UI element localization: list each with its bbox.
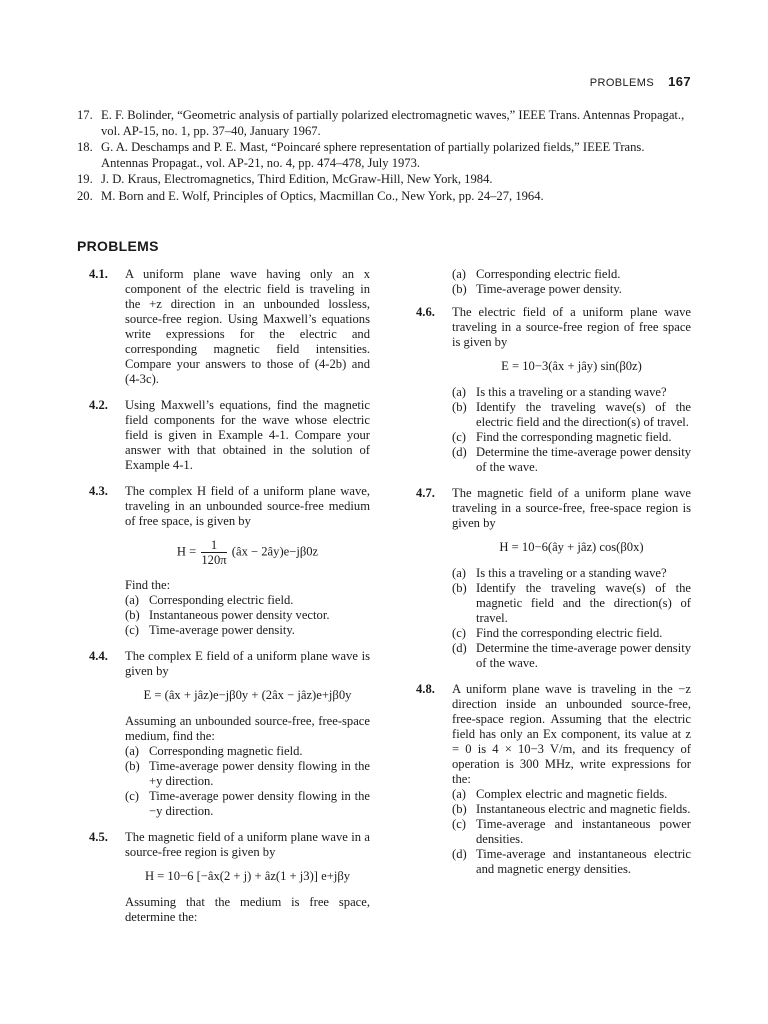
problem-4-2 <box>77 398 370 473</box>
sub-item-text: Is this a traveling or a standing wave? <box>476 385 667 399</box>
problem-prompt: Assuming an unbounded source-free, free-space medium, find the: <box>125 714 370 743</box>
fraction-denominator: 120π <box>201 553 227 567</box>
sub-item-label: (a) <box>452 787 466 801</box>
sub-item-text: Corresponding electric field. <box>476 267 621 281</box>
problem-text: The magnetic field of a uniform plane wave traveling in a source-free, free-space region is given by <box>452 486 691 530</box>
sub-item-text: Corresponding electric field. <box>149 593 294 607</box>
problem-4-4 <box>77 649 370 819</box>
sub-item <box>452 581 691 626</box>
sub-item-label: (b) <box>452 400 467 414</box>
sub-item-text: Time-average power density flowing in the −y direction. <box>149 789 370 818</box>
sub-item-text: Time-average and instantaneous power densities. <box>476 817 691 846</box>
reference-item <box>77 108 691 139</box>
sub-item-text: Time-average and instantaneous electric and magnetic energy densities. <box>476 847 691 876</box>
problem-number: 4.6. <box>416 305 435 319</box>
problem-number: 4.4. <box>89 649 108 663</box>
problem-number: 4.1. <box>89 267 108 281</box>
problem-prompt: Assuming that the medium is free space, determine the: <box>125 895 370 924</box>
problem-text: The electric field of a uniform plane wave traveling in a source-free region of free space is given by <box>452 305 691 349</box>
sub-item-label: (b) <box>452 581 467 595</box>
sub-item <box>452 787 691 802</box>
equation-lhs: H = <box>176 544 197 559</box>
sub-item-label: (a) <box>125 744 139 758</box>
problem-prompt: Find the: <box>125 578 171 592</box>
sub-item <box>125 593 370 608</box>
sub-item-label: (d) <box>452 445 467 459</box>
sub-item <box>452 802 691 817</box>
sub-item-text: Time-average power density. <box>476 282 622 296</box>
problem-text: The complex E field of a uniform plane wave is given by <box>125 649 370 678</box>
sub-item-text: Identify the traveling wave(s) of the magnetic field and the direction(s) of travel. <box>476 581 691 625</box>
problem-4-1 <box>77 267 370 387</box>
sub-item-text: Time-average power density. <box>149 623 295 637</box>
equation: E = 10−3(âx + jây) sin(β0z) <box>501 359 642 373</box>
sub-item <box>452 267 691 282</box>
page-number: 167 <box>668 74 691 89</box>
problem-4-7 <box>404 486 691 671</box>
sub-item-label: (d) <box>452 847 467 861</box>
running-header <box>590 74 691 89</box>
equation <box>125 538 370 567</box>
sub-item-text: Identify the traveling wave(s) of the electric field and the direction(s) of travel. <box>476 400 691 429</box>
sub-item-text: Find the corresponding electric field. <box>476 626 663 640</box>
sub-item <box>125 608 370 623</box>
sub-item-label: (a) <box>452 566 466 580</box>
problem-4-3 <box>77 484 370 638</box>
problem-4-5-continued <box>404 267 691 297</box>
reference-item <box>77 189 691 205</box>
sub-item <box>125 744 370 759</box>
sub-item-label: (c) <box>125 623 139 637</box>
sub-item <box>125 759 370 789</box>
problem-4-6 <box>404 305 691 475</box>
sub-item <box>452 430 691 445</box>
sub-item <box>452 445 691 475</box>
sub-item-label: (c) <box>452 430 466 444</box>
reference-number: 19. <box>77 172 93 187</box>
reference-text: E. F. Bolinder, “Geometric analysis of partially polarized electromagnetic waves,” IEEE Trans. Antennas Propagat., vol. AP-15, no. 1, pp. 37–40, January 1967. <box>101 108 685 138</box>
sub-item-label: (a) <box>125 593 139 607</box>
problem-text: The complex H field of a uniform plane wave, traveling in an unbounded source-free medium of free space, is given by <box>125 484 370 528</box>
problem-4-5 <box>77 830 370 925</box>
problems-right-column <box>404 267 691 888</box>
sub-item <box>452 626 691 641</box>
reference-text: J. D. Kraus, Electromagnetics, Third Edition, McGraw-Hill, New York, 1984. <box>101 172 493 187</box>
problem-text: The magnetic field of a uniform plane wave in a source-free region is given by <box>125 830 370 859</box>
sub-item <box>452 847 691 877</box>
problem-text: A uniform plane wave having only an x component of the electric field is traveling in the +z direction in an unbounded lossless, source-free region. Using Maxwell’s equations write expressions for the electric and corresponding magnetic field intensities. Compare your answers to those of (4-2b) and (4-3c). <box>125 267 370 386</box>
sub-item-label: (a) <box>452 385 466 399</box>
equation: H = 10−6(ây + jâz) cos(β0x) <box>499 540 644 554</box>
sub-item <box>125 623 370 638</box>
sub-item-text: Instantaneous electric and magnetic fields. <box>476 802 691 816</box>
reference-number: 20. <box>77 188 93 203</box>
reference-text: M. Born and E. Wolf, Principles of Optics, Macmillan Co., New York, pp. 24–27, 1964. <box>101 188 544 203</box>
sub-item-text: Complex electric and magnetic fields. <box>476 787 668 801</box>
fraction-numerator: 1 <box>201 538 226 553</box>
sub-item-label: (d) <box>452 641 467 655</box>
sub-item-label: (b) <box>125 759 140 773</box>
section-title: PROBLEMS <box>77 238 159 254</box>
reference-text: G. A. Deschamps and P. E. Mast, “Poincaré sphere representation of partially polarized fields,” IEEE Trans. Antennas Propagat., vol. AP-21, no. 4, pp. 474–478, July 1973. <box>101 140 645 170</box>
problem-number: 4.2. <box>89 398 108 412</box>
equation: H = 10−6 [−âx(2 + j) + âz(1 + j3)] e+jβy <box>144 869 351 883</box>
sub-item <box>452 817 691 847</box>
problems-left-column <box>77 267 370 936</box>
sub-item <box>452 400 691 430</box>
sub-item-label: (c) <box>452 626 466 640</box>
problem-number: 4.3. <box>89 484 108 498</box>
sub-item-label: (a) <box>452 267 466 281</box>
problem-number: 4.8. <box>416 682 435 696</box>
problem-text: Using Maxwell’s equations, find the magnetic field components for the wave whose electric field is given in Example 4-1. Compare your answer with that obtained in the solution of Example 4-1. <box>125 398 370 472</box>
fraction <box>201 538 226 567</box>
sub-item <box>452 385 691 400</box>
sub-item <box>452 641 691 671</box>
sub-item-text: Time-average power density flowing in the +y direction. <box>149 759 370 788</box>
references-list <box>77 108 691 206</box>
sub-item-text: Determine the time-average power density of the wave. <box>476 641 691 670</box>
sub-item-text: Find the corresponding magnetic field. <box>476 430 672 444</box>
sub-item-label: (b) <box>125 608 140 622</box>
problem-number: 4.7. <box>416 486 435 500</box>
sub-item <box>125 789 370 819</box>
sub-item-text: Instantaneous power density vector. <box>149 608 330 622</box>
sub-item <box>452 282 691 297</box>
problem-4-8 <box>404 682 691 877</box>
equation-rhs: (âx − 2ây)e−jβ0z <box>231 544 319 559</box>
reference-number: 18. <box>77 140 93 155</box>
sub-item-text: Corresponding magnetic field. <box>149 744 303 758</box>
equation: E = (âx + jâz)e−jβ0y + (2âx − jâz)e+jβ0y <box>143 688 352 702</box>
sub-item-label: (c) <box>452 817 466 831</box>
reference-item <box>77 172 691 188</box>
problem-text: A uniform plane wave is traveling in the −z direction inside an unbounded source-free, free-space region. Assuming that the electric field has only an Ex component, its value at z = 0 is 4 × 10−3 V/m, and its frequency of operation is 300 MHz, write expressions for the: <box>452 682 691 786</box>
problem-number: 4.5. <box>89 830 108 844</box>
sub-item-text: Is this a traveling or a standing wave? <box>476 566 667 580</box>
sub-item-label: (b) <box>452 802 467 816</box>
reference-item <box>77 140 691 171</box>
sub-item <box>452 566 691 581</box>
reference-number: 17. <box>77 108 93 122</box>
sub-item-text: Determine the time-average power density of the wave. <box>476 445 691 474</box>
running-header-section: PROBLEMS <box>589 77 655 89</box>
sub-item-label: (c) <box>125 789 139 803</box>
sub-item-label: (b) <box>452 282 467 296</box>
